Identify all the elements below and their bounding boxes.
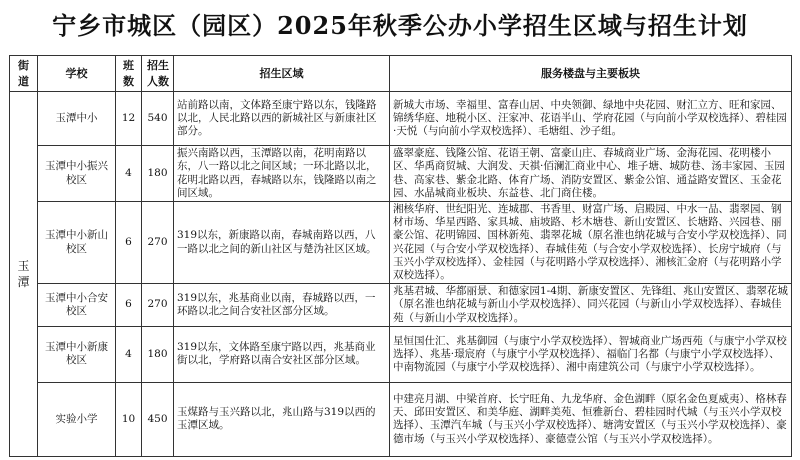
classes-cell: 6 [116,284,142,327]
school-cell: 玉潭中小新山校区 [38,202,116,284]
estates-cell: 湘核华府、世纪阳光、连城郡、书香里、财富广场、启殿园、中水一品、翡翠园、钢材市场、华星西路、家具城、庙坡路、杉木塘巷、新山安置区、长塘路、兴园巷、丽豪公馆、花明锦园、国林新苑、翡翠花城（原名淮也纳花城与合安小学双校选择）、同兴花园（与合安小学双校选择）、春城佳苑（与合安小学双校选择）、长房宁城府（与玉兴小学双校选择）、金桂园（与花明路小学双校选择）、湘核汇金府（与花明路小学双校选择）。 [390,202,792,284]
enrollment-cell: 270 [142,202,174,284]
school-cell: 玉潭中小新康校区 [38,326,116,382]
school-cell: 实验小学 [38,382,116,456]
header-school: 学校 [38,56,116,92]
classes-cell: 4 [116,326,142,382]
area-cell: 玉煤路与玉兴路以北，兆山路与319以西的玉潭区域。 [174,382,390,456]
enrollment-cell: 270 [142,284,174,327]
enrollment-cell: 540 [142,92,174,146]
school-cell: 玉潭中小合安校区 [38,284,116,327]
classes-cell: 10 [116,382,142,456]
classes-cell: 4 [116,146,142,202]
area-cell: 319以东，新康路以南，春城南路以西，八一路以北之间的新山社区与楚沩社区区域。 [174,202,390,284]
school-cell: 玉潭中小振兴校区 [38,146,116,202]
table-row [10,92,792,146]
street-cell: 玉潭 [10,92,38,457]
table-row [10,382,792,456]
area-cell: 振兴南路以西，玉潭路以南，花明南路以东，八一路以北之间区域；一环北路以北，花明北路以西，春城路以东，钱隆路以南之间区域。 [174,146,390,202]
table-header-row [10,56,792,92]
table-row [10,284,792,327]
estates-cell: 新城大市场、幸福里、富春山居、中央领御、绿地中央花园、财汇立方、旺和家园、锦绣华庭、地税小区、汪家冲、花语半山、学府花园（与向前小学双校选择）、碧桂园·天悦（与向前小学双校选择）、毛塘组、沙子组。 [390,92,792,146]
document-title: 宁乡市城区（园区）2025年秋季公办小学招生区域与招生计划 [52,11,748,40]
area-cell: 319以东，文体路至康宁路以西，兆基商业街以北，学府路以南合安社区部分区域。 [174,326,390,382]
estates-cell: 中建亮月湖、中梁首府、长宁旺角、九龙华府、金色湖畔（原名金色夏威夷）、格林春天、邱田安置区、和美华庭、湖畔美苑、恒雅新台、碧桂园时代城（与玉兴小学双校选择）、玉潭汽车城（与玉兴小学双校选择）、塘湾安置区（与玉兴小学双校选择）、豪德市场（与玉兴小学双校选择）、豪德壹公馆（与玉兴小学双校选择）。 [390,382,792,456]
enrollment-cell: 180 [142,146,174,202]
enrollment-cell: 180 [142,326,174,382]
school-cell: 玉潭中小 [38,92,116,146]
estates-cell: 兆基君城、华都丽景、和德家园1-4期、新康安置区、先锋组、兆山安置区、翡翠花城（原名淮也纳花城与新山小学双校选择）、同兴花园（与新山小学双校选择）、春城佳苑（与新山小学双校选择）。 [390,284,792,327]
header-area: 招生区域 [174,56,390,92]
classes-cell: 6 [116,202,142,284]
area-cell: 站前路以南，文体路至康宁路以东，钱隆路以北，人民北路以西的新城社区与新康社区部分。 [174,92,390,146]
table-row [10,202,792,284]
enrollment-table [9,55,792,457]
table-row [10,146,792,202]
estates-cell: 星恒国仕汇、兆基御园（与康宁小学双校选择）、智城商业广场西苑（与康宁小学双校选择）、兆基·璟宸府（与康宁小学双校选择）、福临门名都（与康宁小学双校选择）、中南物流园（与康宁小学双校选择）、湘中南建筑公司（与康宁小学双校选择）。 [390,326,792,382]
enrollment-cell: 450 [142,382,174,456]
header-street: 街道 [10,56,38,92]
header-classes: 班数 [116,56,142,92]
area-cell: 319以东，兆基商业以南，春城路以西，一环路以北之间合安社区部分区域。 [174,284,390,327]
classes-cell: 12 [116,92,142,146]
header-enrollment: 招生人数 [142,56,174,92]
table-row [10,326,792,382]
header-estates: 服务楼盘与主要板块 [390,56,792,92]
estates-cell: 盛翠豪庭、钱隆公馆、花语王朝、富豪山庄、春城商业广场、金海花园、花明楼小区、华禹商贸城、大润发、天祺·佰澜汇商业中心、堆子塘、城防巷、汤丰家园、玉园巷、高家巷、紫金北路、体育广场、消防安置区、紫金公馆、通益路安置区、玉金花园、水晶城商业板块、东益巷、北门商住楼。 [390,146,792,202]
